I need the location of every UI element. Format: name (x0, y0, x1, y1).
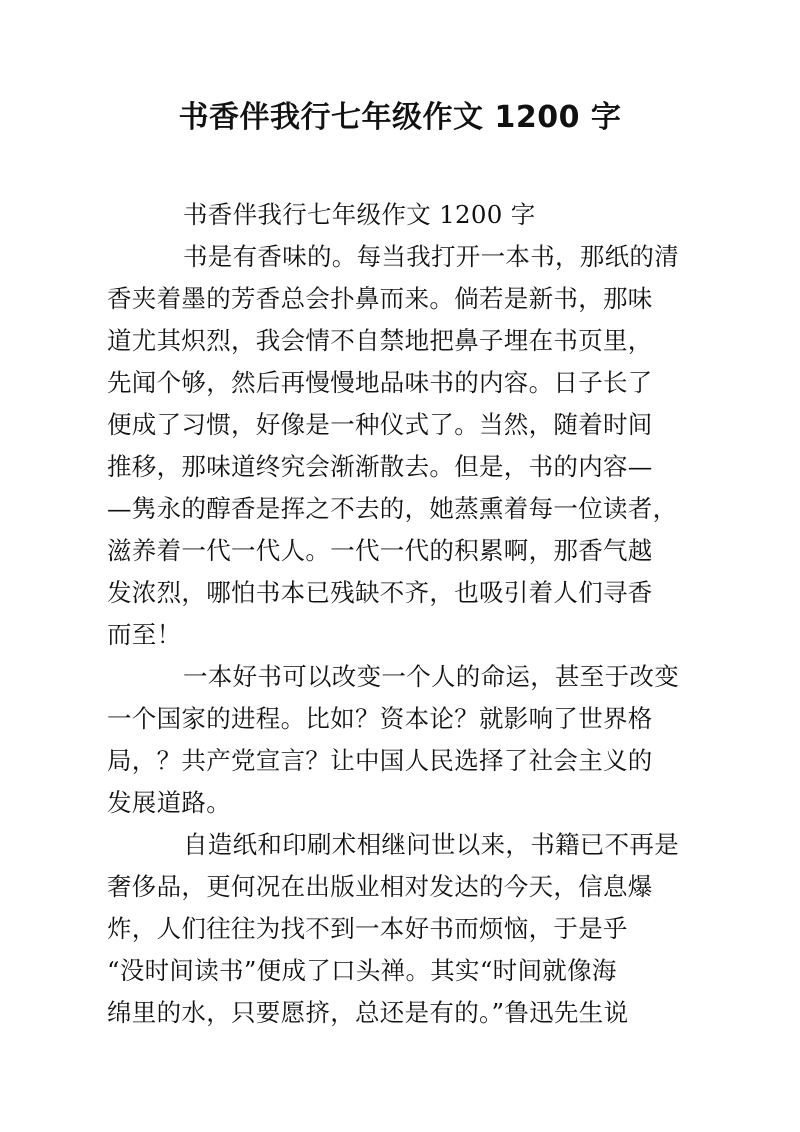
body-line: 滋养着一代一代人。一代一代的积累啊，那香气越 (107, 536, 653, 565)
document-title: 书香伴我行七年级作文 1200 字 (178, 100, 622, 135)
body-line: 先闻个够，然后再慢慢地品味书的内容。日子长了 (107, 368, 653, 397)
body-line: 奢侈品，更何况在出版业相对发达的今天，信息爆 (107, 872, 653, 901)
body-line: 局，？共产党宣言？让中国人民选择了社会主义的 (107, 746, 653, 775)
body-line: 发浓烈，哪怕书本已残缺不齐，也吸引着人们寻香 (107, 578, 653, 607)
body-line: 炸，人们往往为找不到一本好书而烦恼，于是乎 (107, 914, 628, 943)
body-line: 而至！ (107, 620, 182, 649)
body-line: 香夹着墨的芳香总会扑鼻而来。倘若是新书，那味 (107, 284, 653, 313)
body-line-subtitle: 书香伴我行七年级作文 1200 字 (183, 200, 536, 229)
body-line: “没时间读书”便成了口头禅。其实“时间就像海 (107, 956, 617, 985)
body-line: 一个国家的进程。比如？资本论？就影响了世界格 (107, 704, 653, 733)
body-line: 推移，那味道终究会渐渐散去。但是，书的内容— (107, 452, 653, 481)
body-line: 一本好书可以改变一个人的命运，甚至于改变 (183, 662, 679, 691)
body-line: 自造纸和印刷术相继问世以来，书籍已不再是 (183, 830, 679, 859)
body-line: 便成了习惯，好像是一种仪式了。当然，随着时间 (107, 410, 653, 439)
body-line: 发展道路。 (107, 788, 231, 817)
document-body (107, 194, 677, 1034)
body-line: 绵里的水，只要愿挤，总还是有的。”鲁迅先生说 (107, 998, 629, 1027)
body-line: 道尤其炽烈，我会情不自禁地把鼻子埋在书页里， (107, 326, 653, 355)
body-line: 书是有香味的。每当我打开一本书，那纸的清 (183, 242, 679, 271)
body-line: —隽永的醇香是挥之不去的，她蒸熏着每一位读者， (107, 494, 678, 523)
